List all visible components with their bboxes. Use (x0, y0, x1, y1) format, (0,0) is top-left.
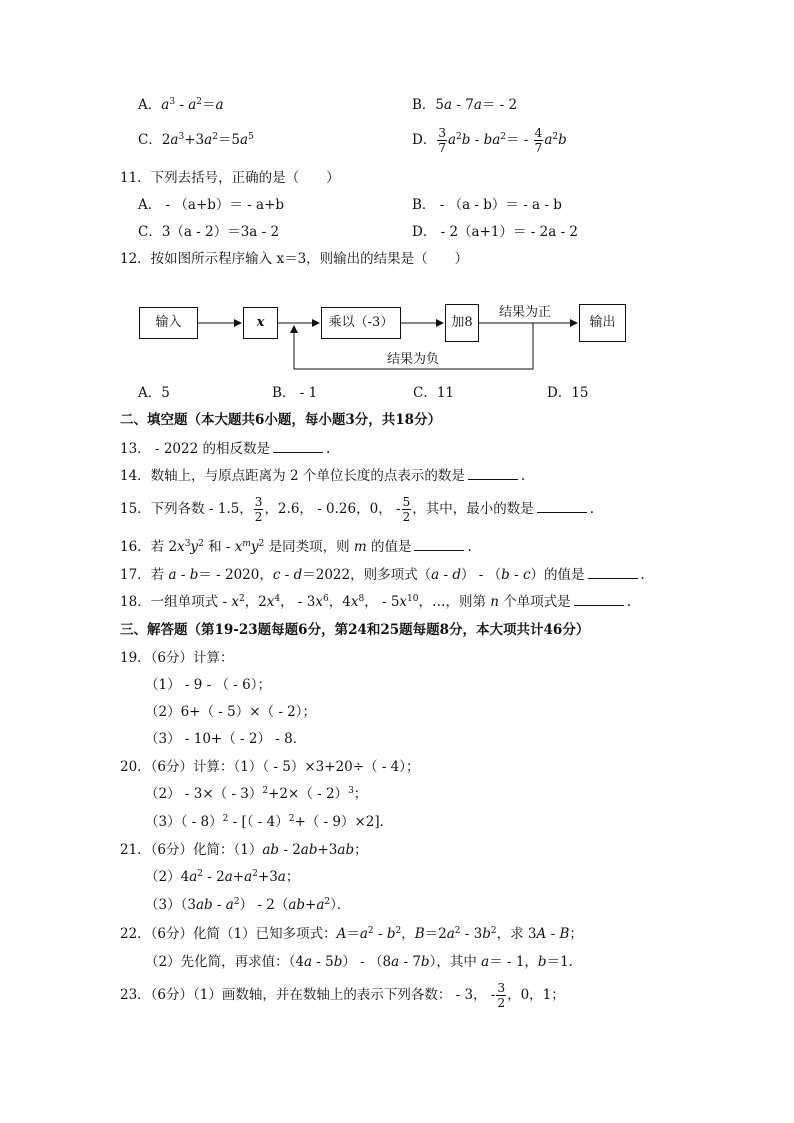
q12-option-d: D．15 (547, 385, 589, 401)
q12-stem: 12．按如图所示程序输入 x＝3，则输出的结果是（ ） (120, 251, 469, 267)
q21-part3: $(3)(3ab - a^2) - 2(ab+a^2)$． (145, 897, 351, 913)
q13: 13． - 2022 的相反数是 . (120, 441, 331, 457)
q15: 15．下列各数 - 1.5， $\frac{3}{2}$ ，2.6， - 0.26，0， - $\frac{5}{2}$ ，其中，最小的数是 . (120, 495, 594, 524)
q20-part2: （2） - 3×（ - 3）$^2$+2×（ - 2）$^3$； (145, 786, 368, 802)
q12-option-b: B． - 1 (272, 385, 318, 401)
flow-positive-label: 结果为正 (499, 305, 552, 320)
q12-option-c: C．11 (413, 385, 455, 401)
flow-add-box: 加8 (445, 304, 479, 342)
flow-x-box: x (243, 307, 278, 339)
q11-stem: 11．下列去括号，正确的是（ ） (120, 170, 340, 186)
q19-part3: （3） - 10+（ - 2） - 8． (145, 731, 307, 747)
q20-part3: （3）（ - 8）$^2$ - [（ - 4）$^2$+（ - 9）×2]． (145, 814, 394, 830)
q20-stem: 20．（6分）计算：（1）（ - 5）×3+20÷（ - 4）； (120, 759, 420, 775)
q11-option-a: A． - （a+b）＝ - a+b (138, 197, 285, 213)
q19-part2: （2）6+（ - 5）×（ - 2）； (145, 704, 317, 720)
section3-heading: 三、解答题（第19-23题每题6分，第24和25题每题8分，本大项共计46分） (120, 622, 590, 638)
q11-option-b: B． - （a - b）＝ - a - b (412, 197, 562, 213)
q11-option-d: D． - 2（a+1）＝ - 2a - 2 (412, 224, 579, 240)
q17: 17．若 a - b＝ - 2020，c - d＝2022，则多项式（a - d） - （b - c）的值是 . (120, 567, 645, 583)
q21-part2: $(2)4a^2 - 2a+a^2+3a$； (145, 869, 300, 885)
flow-output-box: 输出 (579, 304, 626, 342)
q19-part1: （1） - 9 - （ - 6）； (145, 677, 271, 693)
q10-option-c: C．$2a^3+3a^2=5a^5$ (138, 132, 254, 148)
q10-option-a: A．$a^3 - a^2=a$ (138, 97, 224, 113)
q23-stem: 23．（6分）（1）画数轴，并在数轴上的表示下列各数： - 3， - $\frac{3}{2}$ ，0，1； (120, 981, 565, 1010)
q16: 16．若 $2x^3y^2$ 和 - $x^my^2$ 是同类项，则 m 的值是 . (120, 539, 472, 555)
flow-multiply-box: 乘以（-3） (321, 307, 401, 339)
q18: 18．一组单项式 - $x^2$，$2x^4$， - $3x^6$，$4x^8$， - $5x^{10}$，…，则第 n 个单项式是 . (120, 594, 632, 610)
flow-input-box: 输入 (139, 307, 198, 339)
q12-option-a: A．5 (138, 385, 170, 401)
q19-stem: 19．（6分）计算： (120, 650, 234, 666)
q22-part2: （2）先化简，再求值：（4a - 5b） - （8a - 7b），其中 a＝ - 1，b＝1． (145, 954, 583, 970)
q10-option-b: B．5a - 7a＝ - 2 (412, 97, 518, 113)
q10-option-d: D． $\frac{3}{7}$ $a^2b - ba^2=$ - $\frac{4}{7}$ $a^2b$ (412, 126, 567, 155)
flow-negative-label: 结果为负 (387, 352, 440, 367)
q14: 14．数轴上，与原点距离为 2 个单位长度的点表示的数是 . (120, 468, 526, 484)
q11-option-c: C．3（a - 2）＝3a - 2 (138, 224, 280, 240)
q21-stem: 21．（6分）化简：（1）ab - 2ab+3ab； (120, 842, 368, 858)
q22-stem: 22．（6分）化简（1）已知多项式：$A=a^2 - b^2$，$B=2a^2 - 3b^2$，求 3A - B； (120, 926, 583, 942)
section2-heading: 二、填空题（本大题共6小题，每小题3分，共18分） (120, 412, 442, 428)
